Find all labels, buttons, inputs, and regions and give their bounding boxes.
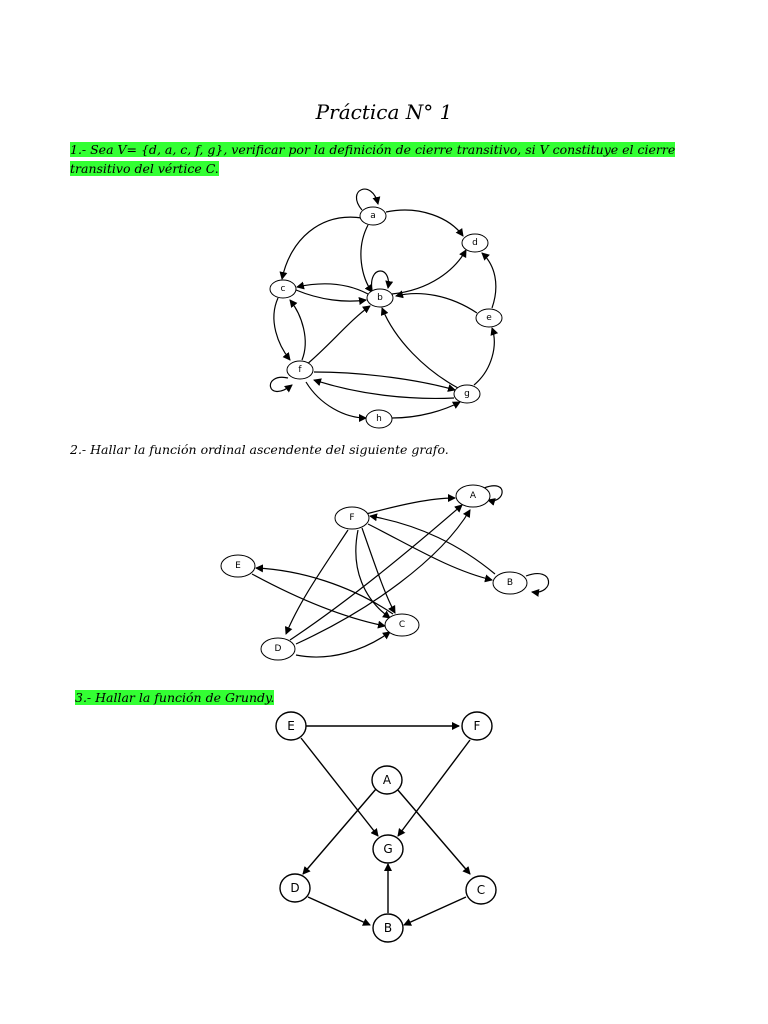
- node-3-G-label: G: [383, 842, 393, 856]
- edge-f-f: [270, 377, 292, 391]
- question-2-text: 2.- Hallar la función ordinal ascendente del siguiente grafo.: [70, 442, 449, 457]
- edge-D-B: [308, 897, 370, 925]
- edge-B-B: [526, 574, 549, 593]
- node-C-label: C: [398, 620, 406, 630]
- edge-a-c: [282, 217, 362, 279]
- node-E-label: E: [235, 561, 241, 571]
- node-3-E-label: E: [287, 719, 295, 733]
- question-1-line-1: 1.- Sea V= {d, a, c, f, g}, verificar por la definición de cierre transitivo, si V constituye el cierre: [70, 142, 676, 157]
- edge-F-C: [356, 530, 390, 618]
- node-D-label: D: [274, 644, 282, 654]
- edge-b-d: [392, 250, 466, 294]
- edge-b-b: [372, 271, 389, 290]
- node-3-F-label: F: [473, 719, 481, 733]
- node-3-B-label: B: [383, 921, 393, 935]
- edge-F-A: [366, 498, 455, 514]
- edge-c-b: [296, 290, 366, 301]
- edge-g-b: [382, 308, 458, 388]
- node-f-label: f: [298, 365, 302, 375]
- edge-C-B: [404, 897, 466, 925]
- edge-F-D: [286, 530, 348, 634]
- node-B-label: B: [506, 578, 514, 588]
- question-3: [75, 688, 274, 707]
- edge-a-b: [361, 225, 372, 292]
- node-b-label: b: [377, 293, 383, 303]
- edge-D-A: [290, 505, 462, 640]
- edge-c-f: [274, 298, 290, 360]
- edge-E-C: [252, 574, 385, 626]
- edge-e-b: [396, 294, 477, 313]
- node-F-label: F: [349, 513, 355, 523]
- question-2: [70, 440, 449, 459]
- node-a-label: a: [370, 211, 376, 221]
- node-3-C-label: C: [476, 883, 486, 897]
- edge-h-g: [392, 402, 460, 418]
- node-h-label: h: [376, 414, 382, 424]
- edge-B-F: [370, 516, 495, 574]
- edge-C-E: [256, 568, 393, 614]
- node-3-A-label: A: [382, 773, 392, 787]
- edge-A-D: [303, 789, 376, 874]
- edge-A-C: [397, 789, 470, 874]
- question-1-line-2: transitivo del vértice C.: [70, 161, 219, 176]
- edge-E-G: [301, 738, 378, 836]
- edge-a-d: [386, 210, 463, 236]
- edge-F-C-2: [362, 528, 395, 613]
- edge-f-h: [306, 382, 366, 418]
- edge-g-e: [474, 328, 494, 385]
- node-g-label: g: [464, 389, 470, 399]
- edge-e-d: [482, 253, 496, 308]
- edge-f-c: [290, 300, 305, 360]
- node-d-label: d: [472, 238, 478, 248]
- node-e-label: e: [486, 313, 492, 323]
- node-A-label: A: [469, 491, 477, 501]
- edge-f-g: [314, 372, 455, 390]
- question-3-text: 3.- Hallar la función de Grundy.: [75, 690, 275, 705]
- node-c-label: c: [280, 284, 286, 294]
- edge-g-f: [314, 380, 454, 398]
- edge-b-c: [297, 284, 368, 294]
- edge-F-G: [398, 740, 470, 836]
- node-3-D-label: D: [290, 881, 300, 895]
- edge-D-C: [296, 632, 390, 657]
- edge-D-A-2: [296, 510, 470, 644]
- edge-f-b: [306, 306, 370, 365]
- page-title: Práctica N° 1: [315, 100, 453, 124]
